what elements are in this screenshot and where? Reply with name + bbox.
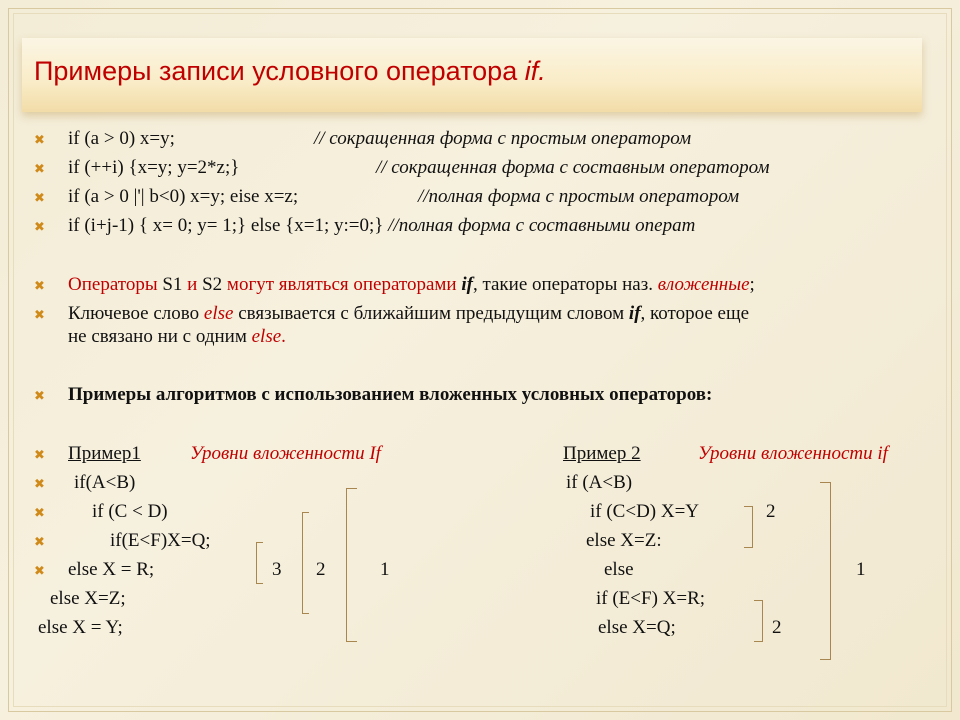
note-text: . [281, 326, 286, 347]
note-keyword: else [203, 303, 234, 324]
bullet-icon: ✖ [34, 278, 45, 293]
example1-label: Пример1 [68, 443, 141, 464]
example2-line: if (A<B) [566, 472, 633, 493]
note-text: связывается с ближайшим предыдущим словом [233, 303, 629, 324]
example2-level: 2 [766, 501, 776, 522]
bullet-icon: ✖ [34, 219, 45, 234]
bullet-icon: ✖ [34, 132, 45, 147]
example2-level: 2 [772, 617, 782, 638]
code-comment-1: // сокращенная форма с простым оператором [314, 128, 692, 149]
code-text: if (++i) {x=y; y=2*z;} [68, 157, 240, 178]
bullet-icon: ✖ [34, 563, 45, 578]
code-line-1 [68, 128, 175, 150]
example2-line: else X=Z: [586, 530, 662, 551]
example1-levels-label: Уровни вложенности If [190, 443, 381, 464]
bullet-icon: ✖ [34, 476, 45, 491]
note-keyword: if [461, 274, 473, 295]
note-text: не связано ни с одним [68, 326, 252, 347]
level-brace [754, 600, 763, 642]
examples-heading: Примеры алгоритмов с использованием вложенных условных операторов: [68, 384, 713, 405]
note-text: Операторы [68, 274, 163, 295]
code-text: if (i+j-1) { x= 0; y= 1;} else {x=1; y:=0;} [68, 215, 384, 236]
slide-title [34, 56, 546, 87]
note-text: ; [749, 274, 755, 295]
level-brace [302, 512, 309, 614]
note-text: могут являться операторами [222, 274, 462, 295]
note-text: , которое еще [640, 303, 750, 324]
title-keyword: if. [524, 56, 546, 86]
code-text: if (a > 0 |'| b<0) x=y; eise x=z; [68, 186, 299, 207]
example2-line: if (E<F) X=R; [596, 588, 706, 609]
note-keyword: else [251, 326, 282, 347]
example1-line: else X=Z; [50, 588, 126, 609]
bullet-icon: ✖ [34, 388, 45, 403]
bullet-icon: ✖ [34, 534, 45, 549]
title-text: Примеры записи условного оператора [34, 56, 525, 86]
bullet-icon: ✖ [34, 505, 45, 520]
bullet-icon: ✖ [34, 161, 45, 176]
note-term: вложенные [657, 274, 750, 295]
code-line-3 [68, 186, 298, 208]
example2-line: else [604, 559, 634, 580]
code-line-4 [68, 215, 695, 237]
note-text: , такие операторы наз. [472, 274, 658, 295]
example1-level: 3 [272, 559, 282, 580]
note-text: и [182, 274, 203, 295]
nested-note [68, 274, 755, 296]
example1-level: 1 [380, 559, 390, 580]
example2-label: Пример 2 [563, 443, 641, 464]
note-s1: S1 [162, 274, 183, 295]
note-s2: S2 [202, 274, 223, 295]
level-brace [744, 506, 753, 548]
bullet-icon: ✖ [34, 307, 45, 322]
code-comment-4: //полная форма с составными операт [388, 215, 696, 236]
example2-level: 1 [856, 559, 866, 580]
code-text: if (a > 0) x=y; [68, 128, 175, 149]
note-keyword: if [628, 303, 641, 324]
level-brace [256, 542, 263, 584]
else-note-line2 [68, 326, 286, 348]
example1-line: else X = R; [68, 559, 155, 580]
note-text: Ключевое слово [68, 303, 204, 324]
code-line-2 [68, 157, 239, 179]
bullet-icon: ✖ [34, 447, 45, 462]
example2-line: else X=Q; [598, 617, 676, 638]
example1-line: if(E<F)X=Q; [110, 530, 211, 551]
example1-line: else X = Y; [38, 617, 123, 638]
code-comment-3: //полная форма с простым оператором [418, 186, 740, 207]
example2-levels-label: Уровни вложенности if [698, 443, 888, 464]
else-note [68, 303, 749, 325]
level-brace [820, 482, 831, 660]
slide-frame-inner [13, 13, 947, 707]
code-comment-2: // сокращенная форма с составным оператором [376, 157, 770, 178]
example1-level: 2 [316, 559, 326, 580]
example2-line: if (C<D) X=Y [590, 501, 700, 522]
bullet-icon: ✖ [34, 190, 45, 205]
level-brace [346, 488, 357, 642]
example1-line: if (C < D) [92, 501, 168, 522]
example1-line: if(A<B) [74, 472, 136, 493]
